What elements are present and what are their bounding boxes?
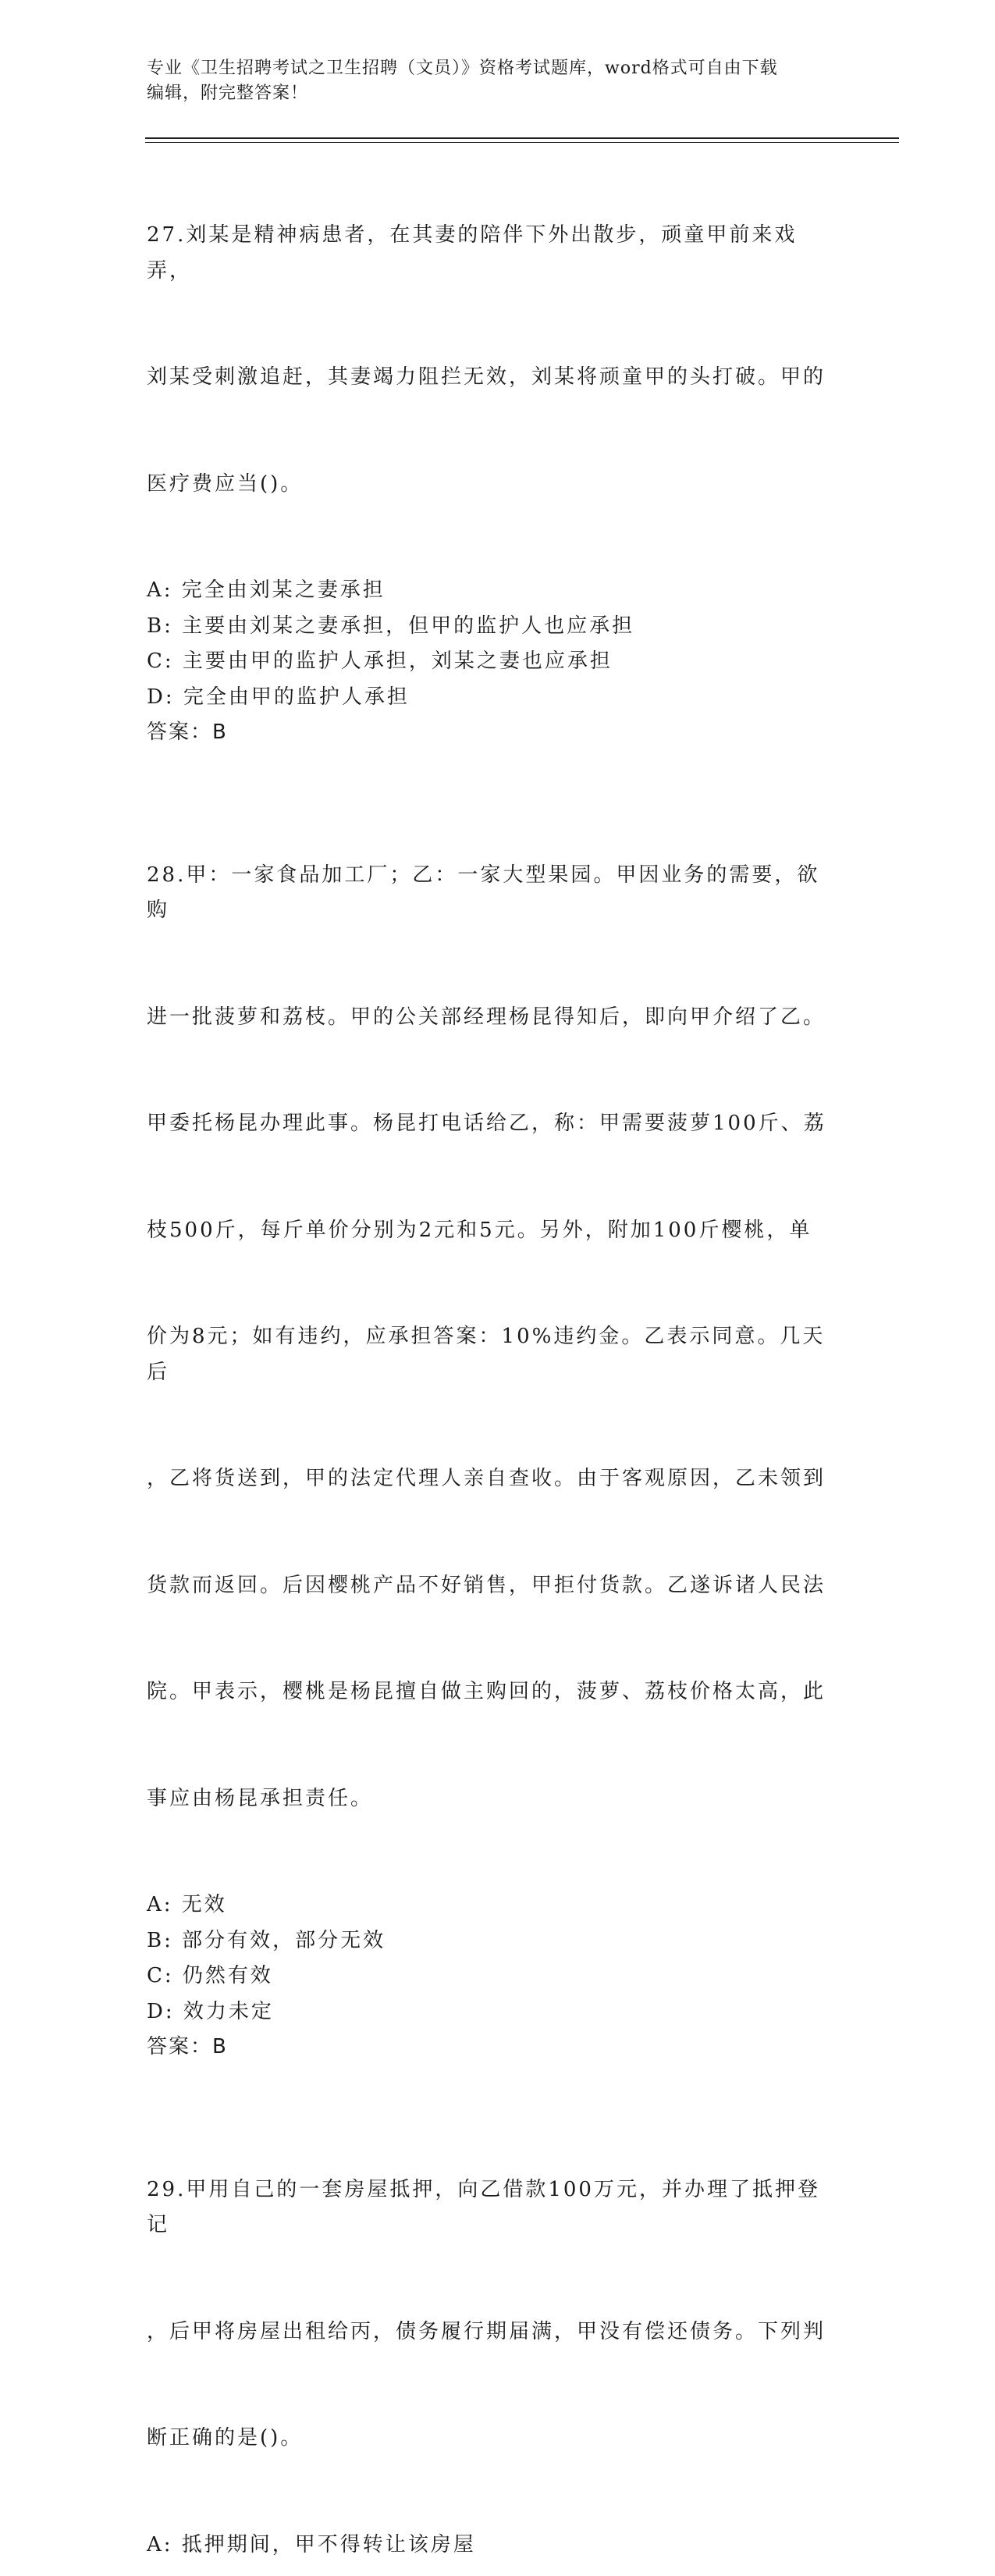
stem-line: 刘某受刺激追赶，其妻竭力阻拦无效，刘某将顽童甲的头打破。甲的 [147, 365, 826, 389]
option-a: A: 抵押期间，甲不得转让该房屋 [147, 2532, 476, 2556]
stem-line: 事应由杨昆承担责任。 [147, 1786, 374, 1810]
stem-line: ，乙将货送到，甲的法定代理人亲自查收。由于客观原因，乙未领到 [147, 1467, 826, 1490]
option-a: A: 无效 [147, 1893, 227, 1916]
option-b: B: 主要由刘某之妻承担，但甲的监护人也应承担 [147, 614, 635, 638]
stem-line: 货款而返回。后因樱桃产品不好销售，甲拒付货款。乙遂诉诸人民法 [147, 1573, 826, 1597]
question-29 [147, 2101, 833, 2564]
header-line-2: 编辑，附完整答案！ [147, 84, 309, 103]
option-c: C: 主要由甲的监护人承担，刘某之妻也应承担 [147, 649, 613, 673]
stem-line: 28.甲：一家食品加工厂；乙：一家大型果园。甲因业务的需要，欲购 [147, 863, 820, 922]
header-line-1: 专业《卫生招聘考试之卫生招聘（文员）》资格考试题库，word格式可自由下载 [147, 59, 778, 78]
stem-line: 医疗费应当()。 [147, 471, 304, 496]
stem-line: 甲委托杨昆办理此事。杨昆打电话给乙，称：甲需要菠萝100斤、荔 [147, 1112, 826, 1135]
stem-line: 院。甲表示，樱桃是杨昆擅自做主购回的，菠萝、荔枝价格太高，此 [147, 1680, 826, 1703]
header-divider-thick [145, 137, 899, 139]
stem-line: 价为8元；如有违约，应承担答案：10%违约金。乙表示同意。几天后 [147, 1325, 826, 1384]
option-a: A: 完全由刘某之妻承担 [147, 578, 386, 602]
option-d: D: 效力未定 [147, 1999, 274, 2023]
answer-label: 答案：B [147, 2035, 228, 2058]
option-b: B: 部分有效，部分无效 [147, 1928, 386, 1952]
stem-line: 枝500斤，每斤单价分别为2元和5元。另外，附加100斤樱桃，单 [147, 1218, 812, 1242]
stem-line: 27.刘某是精神病患者，在其妻的陪伴下外出散步，顽童甲前来戏弄， [147, 223, 798, 283]
header-divider-thin [145, 142, 899, 143]
answer-label: 答案：B [147, 720, 228, 744]
option-c: C: 仍然有效 [147, 1964, 273, 1987]
stem-line: ，后甲将房屋出租给丙，债务履行期届满，甲没有偿还债务。下列判 [147, 2319, 826, 2343]
document-header [147, 56, 849, 106]
question-27 [147, 147, 833, 751]
stem-line: 29.甲用自己的一套房屋抵押，向乙借款100万元，并办理了抵押登记 [147, 2177, 820, 2236]
question-stem [147, 147, 833, 573]
question-stem [147, 787, 833, 1888]
question-stem [147, 2101, 833, 2528]
option-d: D: 完全由甲的监护人承担 [147, 685, 410, 709]
stem-line: 进一批菠萝和荔枝。甲的公关部经理杨昆得知后，即向甲介绍了乙。 [147, 1005, 826, 1029]
question-28 [147, 787, 833, 2065]
question-list [147, 147, 833, 2576]
stem-line: 断正确的是()。 [147, 2426, 304, 2450]
